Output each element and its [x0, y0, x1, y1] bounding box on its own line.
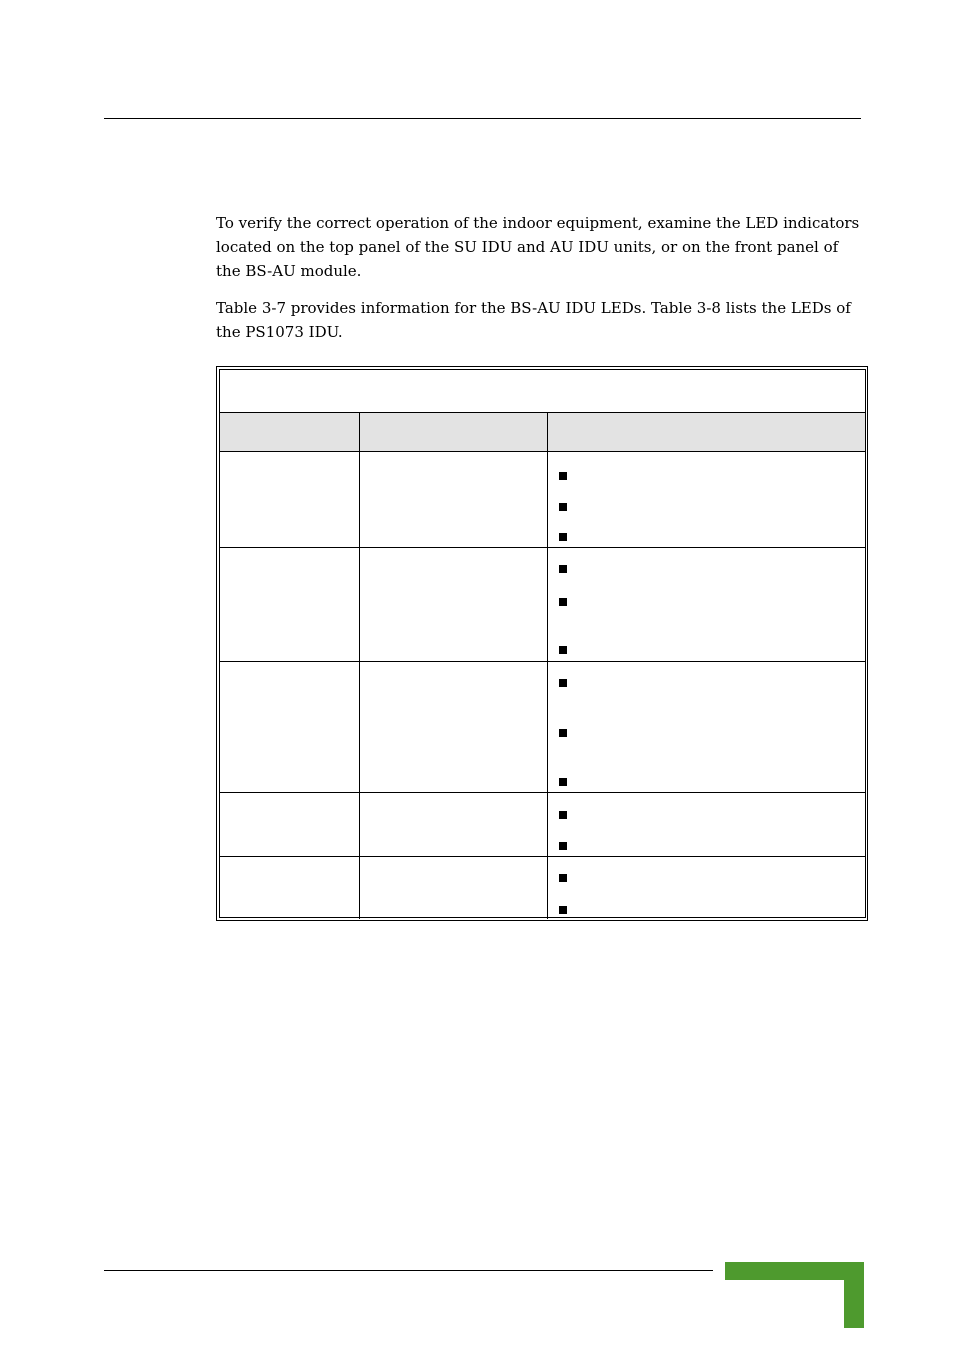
- table-caption-row: [220, 370, 865, 413]
- bullet-icon: [559, 598, 567, 606]
- page-corner-mark-vertical: [844, 1262, 864, 1328]
- bullet-icon: [559, 906, 567, 914]
- bullet-icon: [559, 646, 567, 654]
- bullet-icon: [559, 778, 567, 786]
- row-divider: [220, 856, 865, 857]
- column-divider-2: [547, 413, 548, 919]
- column-divider-1: [359, 413, 360, 919]
- header-rule: [104, 118, 861, 119]
- bullet-icon: [559, 679, 567, 687]
- footer-rule: [104, 1270, 713, 1271]
- row-divider: [220, 547, 865, 548]
- row-divider: [220, 792, 865, 793]
- intro-paragraph: To verify the correct operation of the indoor equipment, examine the LED indicators located on the top panel of the SU IDU and AU IDU units, or on the front panel of the BS-AU module.: [216, 214, 860, 280]
- bullet-icon: [559, 729, 567, 737]
- table-header-row: [220, 413, 865, 452]
- bullet-icon: [559, 472, 567, 480]
- bullet-icon: [559, 842, 567, 850]
- bullet-icon: [559, 874, 567, 882]
- bullet-icon: [559, 533, 567, 541]
- row-divider: [220, 661, 865, 662]
- table-reference-paragraph: Table 3-7 provides information for the BS-AU IDU LEDs. Table 3-8 lists the LEDs of the PS1073 IDU.: [216, 299, 851, 341]
- bullet-icon: [559, 503, 567, 511]
- led-table: [219, 369, 866, 918]
- bullet-icon: [559, 565, 567, 573]
- bullet-icon: [559, 811, 567, 819]
